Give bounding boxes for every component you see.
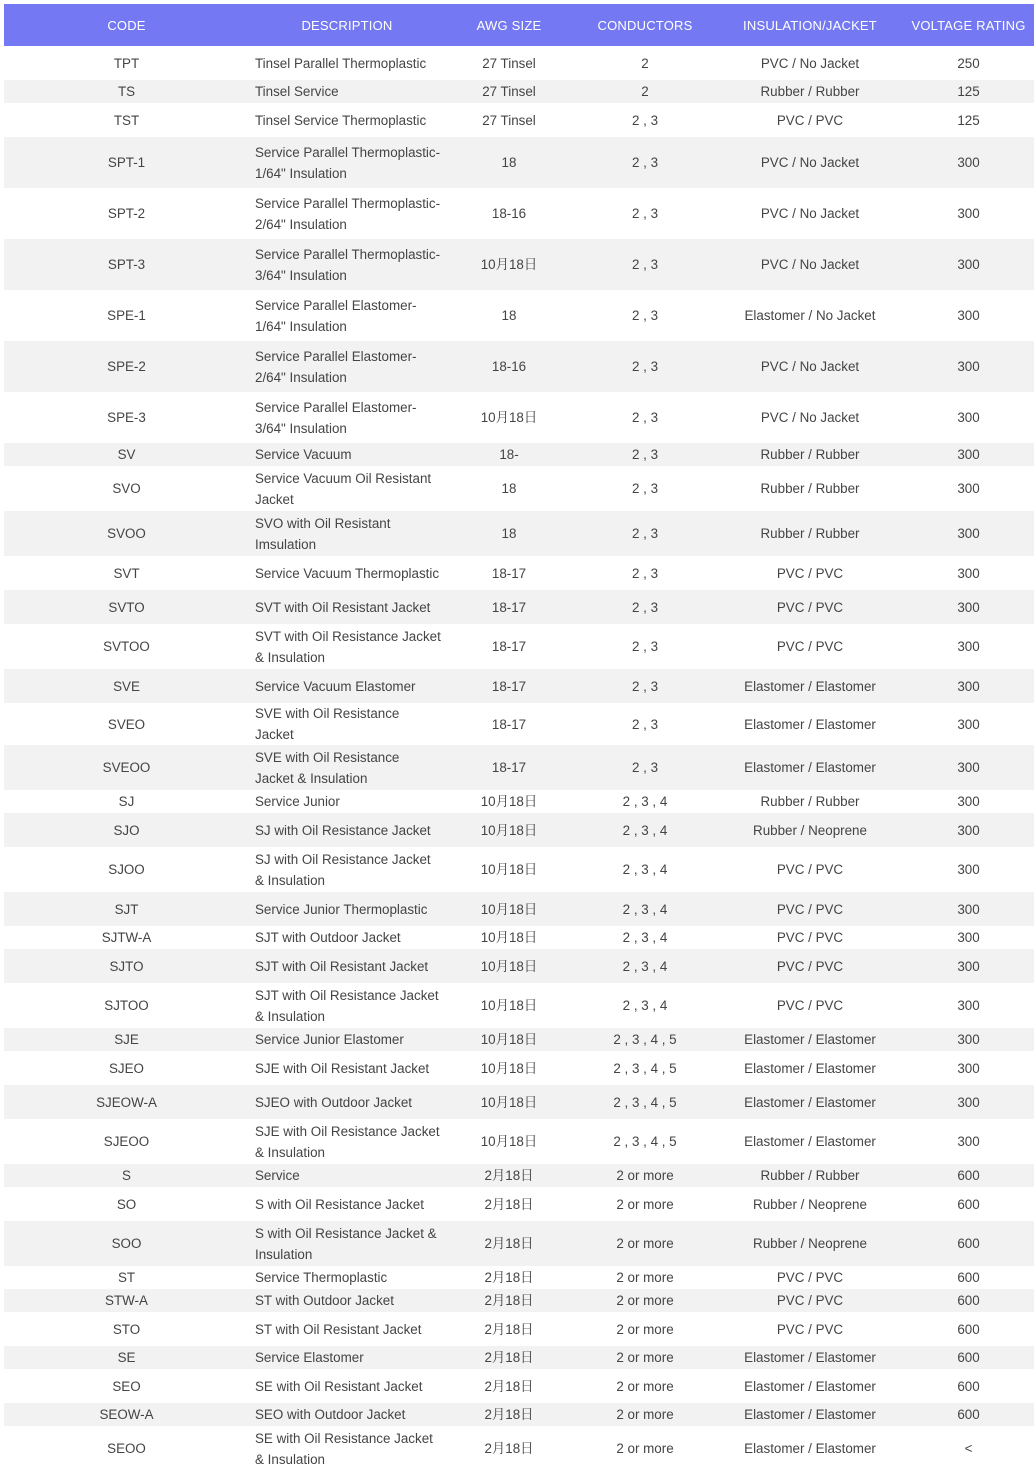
- description-cell: Service Junior: [249, 790, 445, 813]
- code-cell: SJTOO: [4, 983, 249, 1028]
- conductors-cell: 2 , 3: [573, 103, 717, 137]
- voltage-rating-cell: 300: [903, 892, 1034, 926]
- code-cell: SJEOW-A: [4, 1085, 249, 1119]
- voltage-rating-cell: 300: [903, 239, 1034, 290]
- header-voltage-rating: VOLTAGE RATING: [903, 4, 1034, 46]
- voltage-rating-cell: 300: [903, 511, 1034, 556]
- description-cell: ST with Oil Resistant Jacket: [249, 1312, 445, 1346]
- table-row: [4, 745, 1034, 790]
- code-cell: SVTOO: [4, 624, 249, 669]
- insulation-jacket-cell: PVC / No Jacket: [717, 46, 903, 80]
- description-cell: SJT with Outdoor Jacket: [249, 926, 445, 949]
- table-row: [4, 556, 1034, 590]
- description-cell: Service: [249, 1164, 445, 1187]
- table-row: [4, 1187, 1034, 1221]
- table-row: [4, 1119, 1034, 1164]
- code-cell: STW-A: [4, 1289, 249, 1312]
- header-description: DESCRIPTION: [249, 4, 445, 46]
- description-cell: SVO with Oil Resistant Imsulation: [249, 511, 445, 556]
- voltage-rating-cell: 300: [903, 1028, 1034, 1051]
- code-cell: SJOO: [4, 847, 249, 892]
- voltage-rating-cell: 300: [903, 556, 1034, 590]
- table-row: [4, 624, 1034, 669]
- description-cell: Service Vacuum Thermoplastic: [249, 556, 445, 590]
- conductors-cell: 2 , 3 , 4 , 5: [573, 1051, 717, 1085]
- insulation-jacket-cell: PVC / PVC: [717, 624, 903, 669]
- awg-size-cell: 2月18日: [445, 1346, 573, 1369]
- code-cell: SPE-1: [4, 290, 249, 341]
- insulation-jacket-cell: Rubber / Rubber: [717, 466, 903, 511]
- voltage-rating-cell: 600: [903, 1312, 1034, 1346]
- cord-spec-table-container: [4, 4, 1034, 1471]
- conductors-cell: 2 , 3: [573, 466, 717, 511]
- conductors-cell: 2 , 3: [573, 556, 717, 590]
- code-cell: SPE-2: [4, 341, 249, 392]
- awg-size-cell: 2月18日: [445, 1369, 573, 1403]
- voltage-rating-cell: 300: [903, 590, 1034, 624]
- voltage-rating-cell: 300: [903, 466, 1034, 511]
- conductors-cell: 2 , 3 , 4: [573, 926, 717, 949]
- awg-size-cell: 18-17: [445, 624, 573, 669]
- code-cell: SVE: [4, 669, 249, 703]
- conductors-cell: 2 or more: [573, 1346, 717, 1369]
- table-row: [4, 188, 1034, 239]
- table-row: [4, 590, 1034, 624]
- voltage-rating-cell: 600: [903, 1403, 1034, 1426]
- awg-size-cell: 18-17: [445, 669, 573, 703]
- awg-size-cell: 2月18日: [445, 1221, 573, 1266]
- conductors-cell: 2 or more: [573, 1426, 717, 1471]
- insulation-jacket-cell: PVC / PVC: [717, 983, 903, 1028]
- code-cell: SV: [4, 443, 249, 466]
- code-cell: STO: [4, 1312, 249, 1346]
- table-row: [4, 1164, 1034, 1187]
- voltage-rating-cell: 300: [903, 443, 1034, 466]
- awg-size-cell: 18-17: [445, 703, 573, 745]
- code-cell: SPE-3: [4, 392, 249, 443]
- conductors-cell: 2 , 3 , 4 , 5: [573, 1085, 717, 1119]
- conductors-cell: 2 , 3 , 4: [573, 892, 717, 926]
- description-cell: SJE with Oil Resistant Jacket: [249, 1051, 445, 1085]
- awg-size-cell: 2月18日: [445, 1312, 573, 1346]
- table-header: [4, 4, 1034, 46]
- insulation-jacket-cell: PVC / PVC: [717, 1266, 903, 1289]
- insulation-jacket-cell: Elastomer / Elastomer: [717, 1028, 903, 1051]
- awg-size-cell: 10月18日: [445, 949, 573, 983]
- description-cell: Service Vacuum: [249, 443, 445, 466]
- code-cell: SO: [4, 1187, 249, 1221]
- voltage-rating-cell: 300: [903, 983, 1034, 1028]
- awg-size-cell: 18-16: [445, 188, 573, 239]
- table-row: [4, 1312, 1034, 1346]
- conductors-cell: 2 or more: [573, 1266, 717, 1289]
- awg-size-cell: 2月18日: [445, 1266, 573, 1289]
- insulation-jacket-cell: PVC / PVC: [717, 590, 903, 624]
- code-cell: SVTO: [4, 590, 249, 624]
- awg-size-cell: 18-17: [445, 745, 573, 790]
- code-cell: SJT: [4, 892, 249, 926]
- description-cell: SVE with Oil Resistance Jacket & Insulation: [249, 745, 445, 790]
- table-row: [4, 703, 1034, 745]
- table-row: [4, 1369, 1034, 1403]
- voltage-rating-cell: 250: [903, 46, 1034, 80]
- insulation-jacket-cell: PVC / No Jacket: [717, 188, 903, 239]
- insulation-jacket-cell: PVC / No Jacket: [717, 137, 903, 188]
- voltage-rating-cell: 600: [903, 1221, 1034, 1266]
- conductors-cell: 2 , 3 , 4: [573, 847, 717, 892]
- conductors-cell: 2 , 3: [573, 745, 717, 790]
- insulation-jacket-cell: Elastomer / Elastomer: [717, 1369, 903, 1403]
- voltage-rating-cell: 125: [903, 103, 1034, 137]
- table-row: [4, 511, 1034, 556]
- insulation-jacket-cell: Elastomer / Elastomer: [717, 669, 903, 703]
- description-cell: SVE with Oil Resistance Jacket: [249, 703, 445, 745]
- voltage-rating-cell: 600: [903, 1187, 1034, 1221]
- conductors-cell: 2: [573, 46, 717, 80]
- header-conductors: CONDUCTORS: [573, 4, 717, 46]
- description-cell: SJT with Oil Resistance Jacket & Insulation: [249, 983, 445, 1028]
- code-cell: SJTW-A: [4, 926, 249, 949]
- awg-size-cell: 10月18日: [445, 926, 573, 949]
- description-cell: ST with Outdoor Jacket: [249, 1289, 445, 1312]
- code-cell: SEOO: [4, 1426, 249, 1471]
- insulation-jacket-cell: PVC / No Jacket: [717, 392, 903, 443]
- code-cell: SJEO: [4, 1051, 249, 1085]
- code-cell: SJ: [4, 790, 249, 813]
- header-insulation-jacket: INSULATION/JACKET: [717, 4, 903, 46]
- header-row: [4, 4, 1034, 46]
- description-cell: Service Parallel Thermoplastic-1/64" Insulation: [249, 137, 445, 188]
- awg-size-cell: 10月18日: [445, 1051, 573, 1085]
- code-cell: S: [4, 1164, 249, 1187]
- code-cell: SEO: [4, 1369, 249, 1403]
- conductors-cell: 2 , 3: [573, 239, 717, 290]
- conductors-cell: 2 or more: [573, 1312, 717, 1346]
- table-row: [4, 1085, 1034, 1119]
- table-row: [4, 290, 1034, 341]
- conductors-cell: 2 , 3: [573, 290, 717, 341]
- conductors-cell: 2 , 3: [573, 669, 717, 703]
- insulation-jacket-cell: PVC / No Jacket: [717, 239, 903, 290]
- voltage-rating-cell: 300: [903, 813, 1034, 847]
- conductors-cell: 2 , 3 , 4: [573, 983, 717, 1028]
- description-cell: Tinsel Service Thermoplastic: [249, 103, 445, 137]
- awg-size-cell: 10月18日: [445, 813, 573, 847]
- table-row: [4, 341, 1034, 392]
- description-cell: SE with Oil Resistant Jacket: [249, 1369, 445, 1403]
- code-cell: SE: [4, 1346, 249, 1369]
- insulation-jacket-cell: PVC / PVC: [717, 1312, 903, 1346]
- awg-size-cell: 18-17: [445, 556, 573, 590]
- description-cell: Service Vacuum Oil Resistant Jacket: [249, 466, 445, 511]
- description-cell: SEO with Outdoor Jacket: [249, 1403, 445, 1426]
- conductors-cell: 2 , 3: [573, 511, 717, 556]
- table-row: [4, 790, 1034, 813]
- table-row: [4, 466, 1034, 511]
- table-row: [4, 103, 1034, 137]
- voltage-rating-cell: 300: [903, 392, 1034, 443]
- voltage-rating-cell: <: [903, 1426, 1034, 1471]
- insulation-jacket-cell: Elastomer / Elastomer: [717, 703, 903, 745]
- insulation-jacket-cell: Elastomer / Elastomer: [717, 1051, 903, 1085]
- conductors-cell: 2 , 3: [573, 443, 717, 466]
- conductors-cell: 2: [573, 80, 717, 103]
- insulation-jacket-cell: Rubber / Neoprene: [717, 1187, 903, 1221]
- conductors-cell: 2 , 3: [573, 392, 717, 443]
- cord-spec-table: [4, 4, 1034, 1471]
- code-cell: TST: [4, 103, 249, 137]
- awg-size-cell: 10月18日: [445, 847, 573, 892]
- conductors-cell: 2 , 3: [573, 341, 717, 392]
- code-cell: SJEOO: [4, 1119, 249, 1164]
- code-cell: SVOO: [4, 511, 249, 556]
- table-row: [4, 949, 1034, 983]
- insulation-jacket-cell: Elastomer / Elastomer: [717, 745, 903, 790]
- table-row: [4, 1028, 1034, 1051]
- description-cell: SJEO with Outdoor Jacket: [249, 1085, 445, 1119]
- description-cell: Service Elastomer: [249, 1346, 445, 1369]
- description-cell: S with Oil Resistance Jacket: [249, 1187, 445, 1221]
- awg-size-cell: 10月18日: [445, 983, 573, 1028]
- voltage-rating-cell: 300: [903, 1119, 1034, 1164]
- code-cell: SVT: [4, 556, 249, 590]
- voltage-rating-cell: 600: [903, 1369, 1034, 1403]
- code-cell: SPT-1: [4, 137, 249, 188]
- code-cell: SVEOO: [4, 745, 249, 790]
- insulation-jacket-cell: Rubber / Rubber: [717, 443, 903, 466]
- header-code: CODE: [4, 4, 249, 46]
- table-row: [4, 80, 1034, 103]
- awg-size-cell: 2月18日: [445, 1289, 573, 1312]
- insulation-jacket-cell: PVC / PVC: [717, 949, 903, 983]
- table-row: [4, 1051, 1034, 1085]
- awg-size-cell: 10月18日: [445, 892, 573, 926]
- insulation-jacket-cell: PVC / PVC: [717, 1289, 903, 1312]
- insulation-jacket-cell: Rubber / Rubber: [717, 790, 903, 813]
- description-cell: Service Parallel Elastomer-2/64" Insulation: [249, 341, 445, 392]
- table-row: [4, 1346, 1034, 1369]
- awg-size-cell: 10月18日: [445, 790, 573, 813]
- conductors-cell: 2 , 3 , 4 , 5: [573, 1028, 717, 1051]
- voltage-rating-cell: 300: [903, 624, 1034, 669]
- description-cell: Service Parallel Elastomer-1/64" Insulation: [249, 290, 445, 341]
- voltage-rating-cell: 300: [903, 847, 1034, 892]
- awg-size-cell: 10月18日: [445, 392, 573, 443]
- description-cell: Tinsel Parallel Thermoplastic: [249, 46, 445, 80]
- insulation-jacket-cell: Elastomer / Elastomer: [717, 1403, 903, 1426]
- table-row: [4, 1266, 1034, 1289]
- description-cell: Service Vacuum Elastomer: [249, 669, 445, 703]
- voltage-rating-cell: 300: [903, 188, 1034, 239]
- awg-size-cell: 2月18日: [445, 1164, 573, 1187]
- awg-size-cell: 10月18日: [445, 1085, 573, 1119]
- description-cell: SVT with Oil Resistant Jacket: [249, 590, 445, 624]
- conductors-cell: 2 or more: [573, 1221, 717, 1266]
- voltage-rating-cell: 125: [903, 80, 1034, 103]
- voltage-rating-cell: 300: [903, 949, 1034, 983]
- voltage-rating-cell: 300: [903, 703, 1034, 745]
- code-cell: SVO: [4, 466, 249, 511]
- table-row: [4, 669, 1034, 703]
- insulation-jacket-cell: Elastomer / Elastomer: [717, 1346, 903, 1369]
- description-cell: SJT with Oil Resistant Jacket: [249, 949, 445, 983]
- code-cell: SJTO: [4, 949, 249, 983]
- conductors-cell: 2 , 3: [573, 137, 717, 188]
- code-cell: SJO: [4, 813, 249, 847]
- voltage-rating-cell: 300: [903, 790, 1034, 813]
- code-cell: TPT: [4, 46, 249, 80]
- awg-size-cell: 2月18日: [445, 1426, 573, 1471]
- conductors-cell: 2 or more: [573, 1369, 717, 1403]
- awg-size-cell: 27 Tinsel: [445, 103, 573, 137]
- description-cell: SJ with Oil Resistance Jacket: [249, 813, 445, 847]
- table-row: [4, 1289, 1034, 1312]
- description-cell: SJE with Oil Resistance Jacket & Insulation: [249, 1119, 445, 1164]
- conductors-cell: 2 , 3: [573, 188, 717, 239]
- conductors-cell: 2 or more: [573, 1289, 717, 1312]
- insulation-jacket-cell: Elastomer / No Jacket: [717, 290, 903, 341]
- table-row: [4, 137, 1034, 188]
- insulation-jacket-cell: PVC / PVC: [717, 892, 903, 926]
- insulation-jacket-cell: Rubber / Neoprene: [717, 1221, 903, 1266]
- voltage-rating-cell: 600: [903, 1266, 1034, 1289]
- code-cell: SEOW-A: [4, 1403, 249, 1426]
- awg-size-cell: 27 Tinsel: [445, 46, 573, 80]
- voltage-rating-cell: 600: [903, 1289, 1034, 1312]
- voltage-rating-cell: 300: [903, 745, 1034, 790]
- voltage-rating-cell: 300: [903, 341, 1034, 392]
- insulation-jacket-cell: Rubber / Neoprene: [717, 813, 903, 847]
- code-cell: SOO: [4, 1221, 249, 1266]
- voltage-rating-cell: 300: [903, 1085, 1034, 1119]
- table-body: [4, 46, 1034, 1471]
- description-cell: Service Parallel Elastomer-3/64" Insulation: [249, 392, 445, 443]
- voltage-rating-cell: 300: [903, 926, 1034, 949]
- awg-size-cell: 10月18日: [445, 1119, 573, 1164]
- table-row: [4, 46, 1034, 80]
- awg-size-cell: 18: [445, 511, 573, 556]
- voltage-rating-cell: 300: [903, 137, 1034, 188]
- conductors-cell: 2 , 3 , 4 , 5: [573, 1119, 717, 1164]
- header-awg-size: AWG SIZE: [445, 4, 573, 46]
- awg-size-cell: 18: [445, 466, 573, 511]
- conductors-cell: 2 or more: [573, 1403, 717, 1426]
- insulation-jacket-cell: PVC / PVC: [717, 847, 903, 892]
- awg-size-cell: 18-16: [445, 341, 573, 392]
- awg-size-cell: 27 Tinsel: [445, 80, 573, 103]
- conductors-cell: 2 , 3: [573, 624, 717, 669]
- awg-size-cell: 18: [445, 290, 573, 341]
- conductors-cell: 2 or more: [573, 1187, 717, 1221]
- description-cell: Service Junior Elastomer: [249, 1028, 445, 1051]
- voltage-rating-cell: 300: [903, 290, 1034, 341]
- description-cell: SJ with Oil Resistance Jacket & Insulation: [249, 847, 445, 892]
- conductors-cell: 2 , 3 , 4: [573, 813, 717, 847]
- description-cell: Service Parallel Thermoplastic-3/64" Insulation: [249, 239, 445, 290]
- conductors-cell: 2 , 3: [573, 590, 717, 624]
- table-row: [4, 1426, 1034, 1471]
- awg-size-cell: 18-: [445, 443, 573, 466]
- awg-size-cell: 10月18日: [445, 239, 573, 290]
- insulation-jacket-cell: PVC / No Jacket: [717, 341, 903, 392]
- insulation-jacket-cell: PVC / PVC: [717, 926, 903, 949]
- description-cell: Tinsel Service: [249, 80, 445, 103]
- code-cell: SPT-2: [4, 188, 249, 239]
- description-cell: SVT with Oil Resistance Jacket & Insulation: [249, 624, 445, 669]
- description-cell: SE with Oil Resistance Jacket & Insulation: [249, 1426, 445, 1471]
- code-cell: SPT-3: [4, 239, 249, 290]
- insulation-jacket-cell: Elastomer / Elastomer: [717, 1085, 903, 1119]
- table-row: [4, 813, 1034, 847]
- description-cell: Service Thermoplastic: [249, 1266, 445, 1289]
- voltage-rating-cell: 600: [903, 1164, 1034, 1187]
- awg-size-cell: 18-17: [445, 590, 573, 624]
- code-cell: SVEO: [4, 703, 249, 745]
- awg-size-cell: 18: [445, 137, 573, 188]
- insulation-jacket-cell: Rubber / Rubber: [717, 80, 903, 103]
- code-cell: ST: [4, 1266, 249, 1289]
- insulation-jacket-cell: Rubber / Rubber: [717, 1164, 903, 1187]
- insulation-jacket-cell: Elastomer / Elastomer: [717, 1119, 903, 1164]
- description-cell: Service Parallel Thermoplastic-2/64" Insulation: [249, 188, 445, 239]
- insulation-jacket-cell: PVC / PVC: [717, 556, 903, 590]
- code-cell: TS: [4, 80, 249, 103]
- table-row: [4, 239, 1034, 290]
- awg-size-cell: 2月18日: [445, 1403, 573, 1426]
- insulation-jacket-cell: Rubber / Rubber: [717, 511, 903, 556]
- conductors-cell: 2 , 3 , 4: [573, 949, 717, 983]
- voltage-rating-cell: 300: [903, 1051, 1034, 1085]
- table-row: [4, 1221, 1034, 1266]
- awg-size-cell: 10月18日: [445, 1028, 573, 1051]
- conductors-cell: 2 or more: [573, 1164, 717, 1187]
- table-row: [4, 1403, 1034, 1426]
- table-row: [4, 892, 1034, 926]
- description-cell: S with Oil Resistance Jacket & Insulation: [249, 1221, 445, 1266]
- table-row: [4, 443, 1034, 466]
- table-row: [4, 392, 1034, 443]
- table-row: [4, 983, 1034, 1028]
- conductors-cell: 2 , 3: [573, 703, 717, 745]
- table-row: [4, 847, 1034, 892]
- awg-size-cell: 2月18日: [445, 1187, 573, 1221]
- code-cell: SJE: [4, 1028, 249, 1051]
- conductors-cell: 2 , 3 , 4: [573, 790, 717, 813]
- table-row: [4, 926, 1034, 949]
- voltage-rating-cell: 600: [903, 1346, 1034, 1369]
- voltage-rating-cell: 300: [903, 669, 1034, 703]
- insulation-jacket-cell: PVC / PVC: [717, 103, 903, 137]
- insulation-jacket-cell: Elastomer / Elastomer: [717, 1426, 903, 1471]
- description-cell: Service Junior Thermoplastic: [249, 892, 445, 926]
